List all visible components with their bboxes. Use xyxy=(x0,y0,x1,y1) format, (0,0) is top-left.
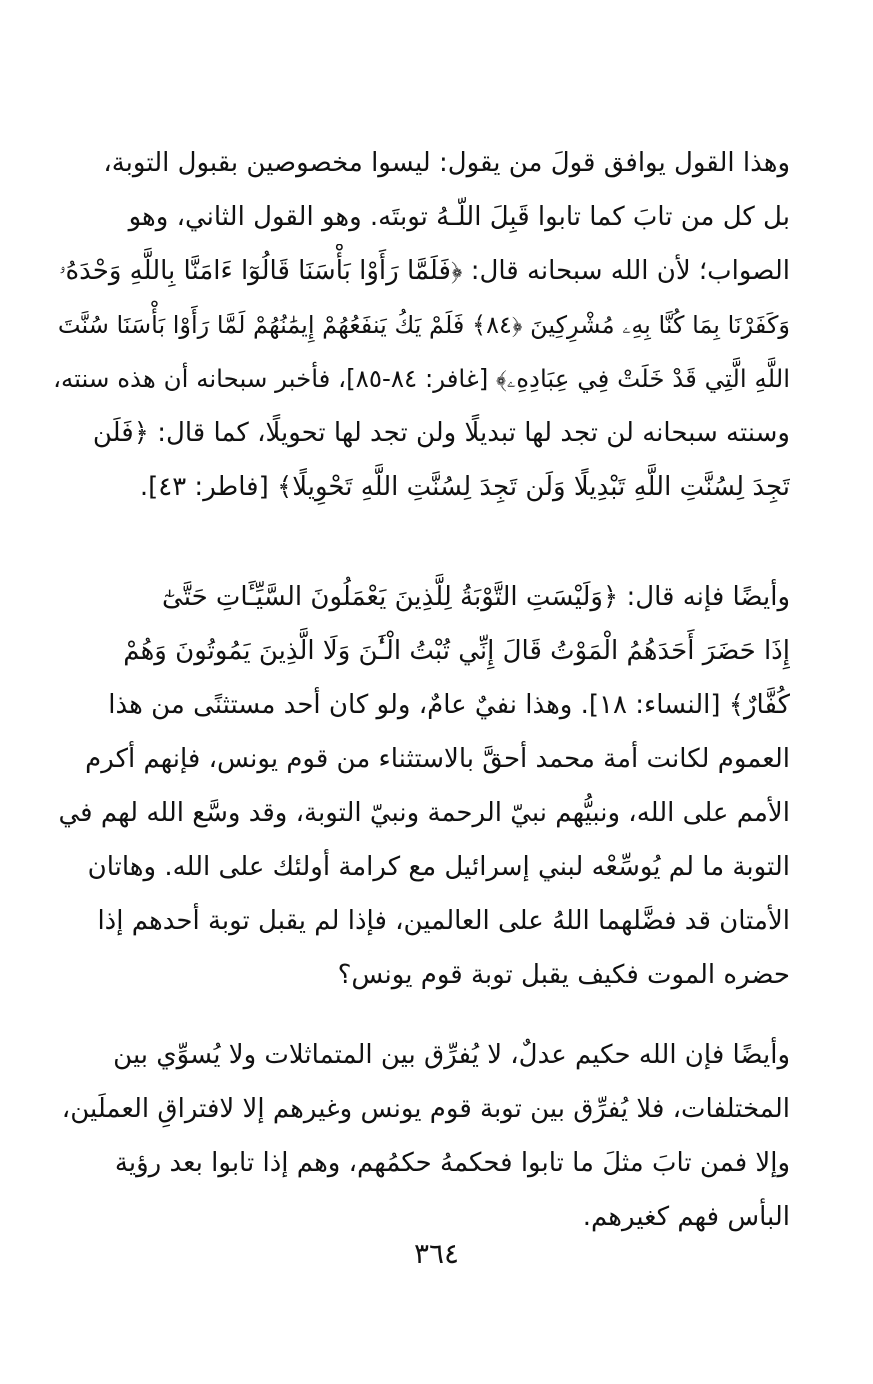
text-line: تَجِدَ لِسُنَّتِ اللَّهِ تَبْدِيلًا وَلَن تَجِدَ لِسُنَّتِ اللَّهِ تَحْوِيلًا﴾ [فاطر: ٤٣]. xyxy=(139,472,790,502)
text-line: وهذا القول يوافق قولَ من يقول: ليسوا مخصوصين بقبول التوبة، xyxy=(103,148,790,178)
text-line: الأمتان قد فضَّلهما اللهُ على العالمين، فإذا لم يقبل توبة أحدهم إذا xyxy=(97,906,790,936)
text-line: البأس فهم كغيرهم. xyxy=(582,1202,790,1232)
paragraph-2 xyxy=(48,570,790,1002)
paragraph-3 xyxy=(48,1028,790,1244)
text-line: المختلفات، فلا يُفرِّق بين توبة قوم يونس وغيرهم إلا لافتراقِ العملَين، xyxy=(61,1094,790,1124)
text-line: حضره الموت فكيف يقبل توبة قوم يونس؟ xyxy=(337,960,790,990)
text-line: اللَّهِ الَّتِي قَدْ خَلَتْ فِي عِبَادِهِۦ﴾ [غافر: ٨٤-٨٥]، فأخبر سبحانه أن هذه سنته، xyxy=(53,364,790,393)
text-line: كُفَّارٌ﴾ [النساء: ١٨]. وهذا نفيٌ عامٌ، ولو كان أحد مستثنًى من هذا xyxy=(108,690,790,720)
text-line: الأمم على الله، ونبيُّهم نبيّ الرحمة ونبيّ التوبة، وقد وسَّع الله لهم في xyxy=(58,798,790,828)
page-number: ٣٦٤ xyxy=(413,1237,460,1270)
text-line: التوبة ما لم يُوسِّعْه لبني إسرائيل مع كرامة أولئك على الله. وهاتان xyxy=(87,852,790,882)
text-line: وإلا فمن تابَ مثلَ ما تابوا فحكمهُ حكمُهم، وهم إذا تابوا بعد رؤية xyxy=(114,1148,790,1178)
text-line: العموم لكانت أمة محمد أحقَّ بالاستثناء من قوم يونس، فإنهم أكرم xyxy=(85,744,790,774)
text-line: وسنته سبحانه لن تجد لها تبديلًا ولن تجد لها تحويلًا، كما قال: ﴿فَلَن xyxy=(92,418,790,448)
text-line: إِذَا حَضَرَ أَحَدَهُمُ الْمَوْتُ قَالَ إِنِّي تُبْتُ الْـَٰٔنَ وَلَا الَّذِينَ يَمُوتُونَ وَهُمْ xyxy=(123,636,790,666)
text-line: وأيضًا فإنه قال: ﴿وَلَيْسَتِ التَّوْبَةُ لِلَّذِينَ يَعْمَلُونَ السَّيِّـَٔاتِ حَتَّىٰٓ xyxy=(162,582,790,612)
text-line: الصواب؛ لأن الله سبحانه قال: ﴿فَلَمَّا رَأَوْا بَأْسَنَا قَالُوٓا ءَامَنَّا بِاللَّهِ وَحْدَهُۥ xyxy=(59,256,790,286)
text-line: وأيضًا فإن الله حكيم عدلٌ، لا يُفرِّق بين المتماثلات ولا يُسوِّي بين xyxy=(113,1040,790,1070)
text-line: وَكَفَرْنَا بِمَا كُنَّا بِهِۦ مُشْرِكِينَ ﴿٨٤﴾ فَلَمْ يَكُ يَنفَعُهُمْ إِيمَٰنُهُمْ لَمَّا رَأَوْا بَأْسَنَا سُنَّتَ xyxy=(57,311,790,339)
paragraph-1 xyxy=(48,136,790,514)
text-line: بل كل من تابَ كما تابوا قَبِلَ اللّـهُ توبتَه. وهو القول الثاني، وهو xyxy=(128,202,790,232)
